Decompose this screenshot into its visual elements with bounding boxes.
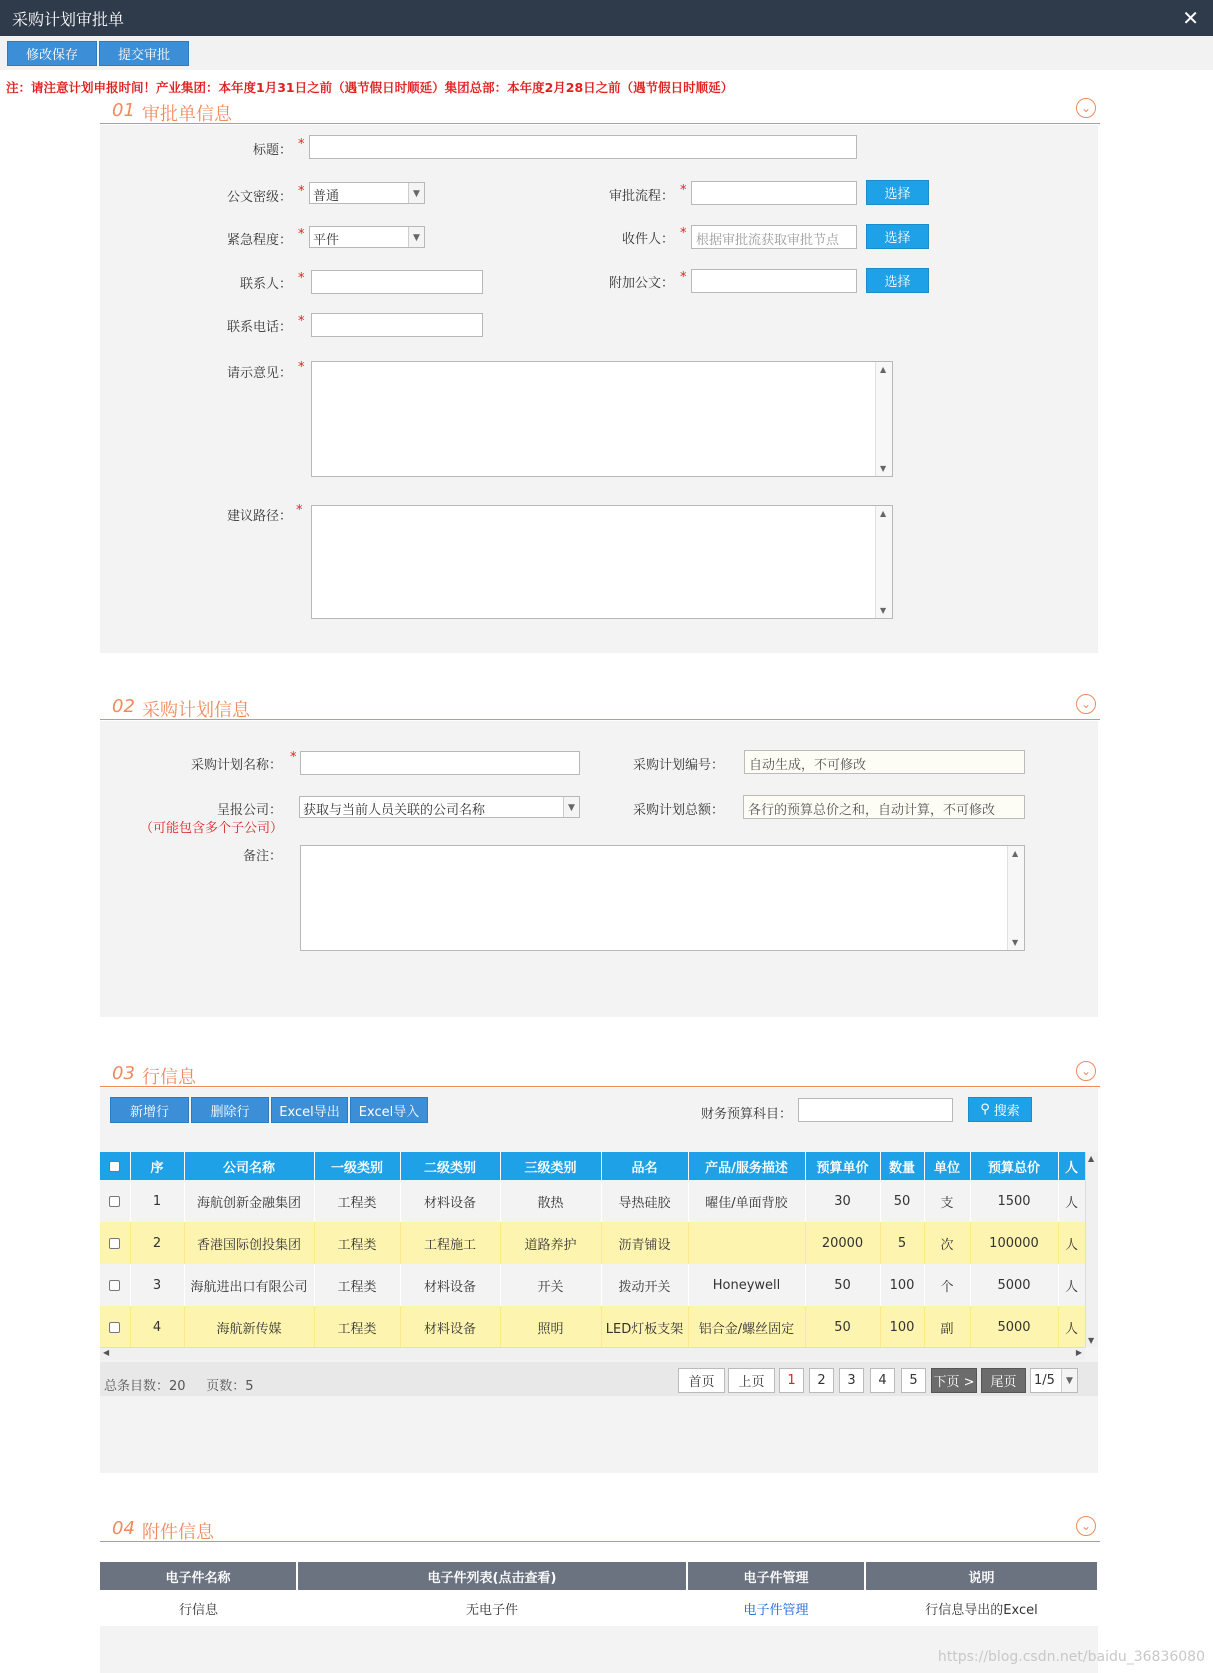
line-items-table xyxy=(100,1152,1086,1348)
table-header-row xyxy=(100,1562,1098,1590)
page-1-button[interactable]: 1 xyxy=(779,1368,804,1393)
table-cell: 50 xyxy=(805,1264,880,1306)
phone-label: 联系电话： xyxy=(226,320,292,335)
recipient-label: 收件人： xyxy=(621,232,674,247)
table-cell: 道路养护 xyxy=(500,1222,601,1264)
page-select-value: 1/5 xyxy=(1034,1373,1055,1388)
table-cell: 行信息 xyxy=(100,1590,297,1626)
table-cell: 4 xyxy=(130,1306,184,1348)
page-4-button[interactable]: 4 xyxy=(870,1368,895,1393)
col-header: 数量 xyxy=(880,1152,924,1180)
chevron-down-icon: ▼ xyxy=(563,797,579,818)
pager-totals xyxy=(104,1375,254,1394)
section-title: 采购计划信息 xyxy=(142,700,250,721)
attach-doc-select-button[interactable]: 选择 xyxy=(866,268,929,293)
table-cell: 3 xyxy=(130,1264,184,1306)
path-label: 建议路径： xyxy=(226,509,292,524)
arrow-up-icon: ▲ xyxy=(1012,849,1019,858)
company-select[interactable] xyxy=(299,796,580,818)
attach-doc-input[interactable] xyxy=(691,269,857,293)
section-number: 02 xyxy=(112,696,135,717)
arrow-down-icon: ▼ xyxy=(880,464,887,473)
required-mark: * xyxy=(298,271,305,286)
col-header: 电子件列表(点击查看) xyxy=(297,1562,687,1590)
chevron-down-icon[interactable]: ⌄ xyxy=(1076,1061,1096,1081)
company-label: 呈报公司： xyxy=(216,803,282,818)
company-note: （可能包含多个子公司） xyxy=(140,821,284,836)
page-select[interactable] xyxy=(1030,1368,1078,1393)
section-title: 审批单信息 xyxy=(142,104,232,125)
page-2-button[interactable]: 2 xyxy=(809,1368,834,1393)
window-titlebar xyxy=(0,0,1213,36)
urgency-value: 平件 xyxy=(313,233,340,248)
manage-attachments-link[interactable]: 电子件管理 xyxy=(687,1590,865,1626)
table-cell: Honeywell xyxy=(688,1264,805,1306)
table-cell: 1 xyxy=(130,1180,184,1222)
col-header: 一级类别 xyxy=(314,1152,400,1180)
arrow-up-icon: ▲ xyxy=(1088,1154,1095,1163)
arrow-up-icon: ▲ xyxy=(880,365,887,374)
scrollbar[interactable] xyxy=(875,362,892,476)
flow-input[interactable] xyxy=(691,181,857,205)
table-cell: 人 xyxy=(1058,1306,1085,1348)
table-cell: 海航创新金融集团 xyxy=(184,1180,314,1222)
arrow-down-icon: ▼ xyxy=(1012,938,1019,947)
recipient-select-button[interactable]: 选择 xyxy=(866,224,929,249)
table-cell: 2 xyxy=(130,1222,184,1264)
table-cell: 铝合金/螺丝固定 xyxy=(688,1306,805,1348)
scrollbar[interactable] xyxy=(1007,846,1024,950)
contact-input[interactable] xyxy=(311,270,483,294)
last-page-button[interactable]: 尾页 xyxy=(981,1368,1026,1393)
flow-select-button[interactable]: 选择 xyxy=(866,180,929,205)
plan-name-label: 采购计划名称： xyxy=(190,758,282,773)
title-input[interactable] xyxy=(309,135,857,159)
secrecy-value: 普通 xyxy=(313,189,340,204)
plan-total-field: 各行的预算总价之和，自动计算，不可修改 xyxy=(743,795,1025,819)
required-mark: * xyxy=(680,226,687,241)
table-cell: 100000 xyxy=(970,1222,1058,1264)
chevron-down-icon: ▼ xyxy=(408,183,424,204)
window-title: 采购计划审批单 xyxy=(12,9,125,29)
section-number: 03 xyxy=(112,1063,135,1084)
col-header: 电子件管理 xyxy=(687,1562,865,1590)
table-cell: 材料设备 xyxy=(400,1306,500,1348)
title-label: 标题： xyxy=(252,143,292,158)
next-page-button[interactable]: 下页 > xyxy=(931,1368,977,1393)
table-vertical-scrollbar[interactable] xyxy=(1085,1152,1098,1347)
col-header: 说明 xyxy=(865,1562,1098,1590)
row-checkbox[interactable] xyxy=(100,1222,130,1264)
col-header: 预算单价 xyxy=(805,1152,880,1180)
page-5-button[interactable]: 5 xyxy=(901,1368,926,1393)
required-mark: * xyxy=(680,183,687,198)
required-mark: * xyxy=(298,137,305,152)
table-row[interactable] xyxy=(100,1306,1085,1348)
table-cell: 工程类 xyxy=(314,1306,400,1348)
table-cell: 人 xyxy=(1058,1222,1085,1264)
section-header-approval xyxy=(100,98,1100,124)
table-cell: 香港国际创投集团 xyxy=(184,1222,314,1264)
table-cell: 行信息导出的Excel xyxy=(865,1590,1098,1626)
attachments-table xyxy=(100,1562,1099,1626)
col-header: 三级类别 xyxy=(500,1152,601,1180)
table-cell: LED灯板支架 xyxy=(601,1306,688,1348)
table-cell: 5000 xyxy=(970,1264,1058,1306)
scrollbar[interactable] xyxy=(875,506,892,618)
col-header: 序 xyxy=(130,1152,184,1180)
table-row[interactable] xyxy=(100,1264,1085,1306)
select-all-checkbox[interactable] xyxy=(100,1152,130,1180)
search-button[interactable] xyxy=(968,1097,1032,1122)
table-cell: 工程类 xyxy=(314,1180,400,1222)
secrecy-label: 公文密级： xyxy=(226,190,292,205)
row-checkbox[interactable] xyxy=(100,1306,130,1348)
required-mark: * xyxy=(298,184,305,199)
budget-label: 财务预算科目： xyxy=(700,1107,792,1122)
col-header: 品名 xyxy=(601,1152,688,1180)
table-cell: 拨动开关 xyxy=(601,1264,688,1306)
table-cell: 人 xyxy=(1058,1264,1085,1306)
excel-export-button[interactable]: Excel导出 xyxy=(271,1097,348,1123)
col-header: 人 xyxy=(1058,1152,1085,1180)
table-cell: 1500 xyxy=(970,1180,1058,1222)
table-cell: 工程施工 xyxy=(400,1222,500,1264)
col-header: 单位 xyxy=(924,1152,970,1180)
plan-name-input[interactable] xyxy=(300,751,580,775)
table-cell: 100 xyxy=(880,1264,924,1306)
section-title: 附件信息 xyxy=(142,1522,214,1543)
close-icon[interactable]: ✕ xyxy=(1182,6,1199,30)
row-checkbox[interactable] xyxy=(100,1264,130,1306)
prev-page-button[interactable]: 上页 xyxy=(728,1368,775,1393)
plan-no-field: 自动生成，不可修改 xyxy=(744,750,1025,774)
table-cell: 导热硅胶 xyxy=(601,1180,688,1222)
arrow-down-icon: ▼ xyxy=(880,606,887,615)
submit-approval-button[interactable]: 提交审批 xyxy=(99,41,189,66)
col-header: 公司名称 xyxy=(184,1152,314,1180)
budget-input[interactable] xyxy=(798,1098,953,1122)
table-cell: 支 xyxy=(924,1180,970,1222)
plan-no-label: 采购计划编号： xyxy=(632,758,724,773)
table-cell: 副 xyxy=(924,1306,970,1348)
required-mark: * xyxy=(298,227,305,242)
flow-label: 审批流程： xyxy=(608,189,674,204)
opinion-label: 请示意见： xyxy=(226,366,292,381)
required-mark: * xyxy=(296,503,303,518)
section-number: 04 xyxy=(112,1518,135,1539)
table-cell xyxy=(688,1222,805,1264)
section-header-attachments xyxy=(100,1516,1100,1542)
toolbar xyxy=(0,36,1213,70)
arrow-left-icon: ◀ xyxy=(103,1348,110,1357)
table-cell: 无电子件 xyxy=(297,1590,687,1626)
delete-row-button[interactable]: 删除行 xyxy=(191,1097,269,1123)
table-header-row xyxy=(100,1152,1085,1180)
first-page-button[interactable]: 首页 xyxy=(678,1368,725,1393)
table-cell: 100 xyxy=(880,1306,924,1348)
page-3-button[interactable]: 3 xyxy=(839,1368,864,1393)
add-row-button[interactable]: 新增行 xyxy=(110,1097,189,1123)
remark-textarea[interactable] xyxy=(300,845,1025,951)
total-count: 总条目数：20 xyxy=(104,1379,186,1394)
chevron-down-icon[interactable]: ⌄ xyxy=(1076,98,1096,118)
table-cell: 个 xyxy=(924,1264,970,1306)
table-horizontal-scrollbar[interactable] xyxy=(100,1347,1085,1360)
table-cell: 工程类 xyxy=(314,1264,400,1306)
chevron-down-icon: ▼ xyxy=(408,227,424,248)
watermark: https://blog.csdn.net/baidu_36836080 xyxy=(937,1649,1205,1665)
attach-doc-label: 附加公文： xyxy=(608,276,674,291)
col-header: 二级类别 xyxy=(400,1152,500,1180)
table-cell: 50 xyxy=(880,1180,924,1222)
table-row[interactable] xyxy=(100,1222,1085,1264)
table-cell: 散热 xyxy=(500,1180,601,1222)
col-header: 电子件名称 xyxy=(100,1562,297,1590)
required-mark: * xyxy=(298,314,305,329)
table-cell: 30 xyxy=(805,1180,880,1222)
search-label: 搜索 xyxy=(993,1104,1020,1119)
table-cell: 曜佳/单面背胶 xyxy=(688,1180,805,1222)
chevron-down-icon: ▼ xyxy=(1061,1369,1077,1392)
required-mark: * xyxy=(680,270,687,285)
chevron-down-icon[interactable]: ⌄ xyxy=(1076,1516,1096,1536)
contact-label: 联系人： xyxy=(239,277,292,292)
table-cell: 海航新传媒 xyxy=(184,1306,314,1348)
row-checkbox[interactable] xyxy=(100,1180,130,1222)
table-cell: 材料设备 xyxy=(400,1264,500,1306)
table-cell: 20000 xyxy=(805,1222,880,1264)
table-cell: 工程类 xyxy=(314,1222,400,1264)
recipient-input[interactable]: 根据审批流获取审批节点 xyxy=(691,225,857,249)
table-cell: 人 xyxy=(1058,1180,1085,1222)
table-cell: 沥青铺设 xyxy=(601,1222,688,1264)
urgency-select[interactable] xyxy=(309,226,425,248)
excel-import-button[interactable]: Excel导入 xyxy=(350,1097,428,1123)
notice-text: 注：请注意计划申报时间！产业集团：本年度1月31日之前（遇节假日时顺延）集团总部：本年度2月28日之前（遇节假日时顺延） xyxy=(6,80,734,95)
table-cell: 次 xyxy=(924,1222,970,1264)
save-button[interactable]: 修改保存 xyxy=(7,41,97,66)
arrow-down-icon: ▼ xyxy=(1088,1336,1095,1345)
urgency-label: 紧急程度： xyxy=(226,233,292,248)
table-cell: 5000 xyxy=(970,1306,1058,1348)
required-mark: * xyxy=(290,750,297,765)
table-cell: 海航进出口有限公司 xyxy=(184,1264,314,1306)
secrecy-select[interactable] xyxy=(309,182,425,204)
path-textarea[interactable] xyxy=(311,505,893,619)
table-row[interactable] xyxy=(100,1180,1085,1222)
opinion-textarea[interactable] xyxy=(311,361,893,477)
arrow-right-icon: ▶ xyxy=(1075,1348,1082,1357)
page-count: 页数：5 xyxy=(206,1379,254,1394)
section-header-plan xyxy=(100,694,1100,720)
chevron-down-icon[interactable]: ⌄ xyxy=(1076,694,1096,714)
section-title: 行信息 xyxy=(142,1067,196,1088)
section-number: 01 xyxy=(112,100,135,121)
table-cell: 照明 xyxy=(500,1306,601,1348)
table-cell: 材料设备 xyxy=(400,1180,500,1222)
company-value: 获取与当前人员关联的公司名称 xyxy=(303,803,486,818)
search-icon: ⚲ xyxy=(980,1102,990,1117)
remark-label: 备注： xyxy=(242,849,282,864)
col-header: 预算总价 xyxy=(970,1152,1058,1180)
table-cell: 5 xyxy=(880,1222,924,1264)
arrow-up-icon: ▲ xyxy=(880,509,887,518)
section-header-lines xyxy=(100,1061,1100,1087)
table-row xyxy=(100,1590,1098,1626)
table-cell: 50 xyxy=(805,1306,880,1348)
phone-input[interactable] xyxy=(311,313,483,337)
plan-total-label: 采购计划总额： xyxy=(632,803,724,818)
col-header: 产品/服务描述 xyxy=(688,1152,805,1180)
table-cell: 开关 xyxy=(500,1264,601,1306)
required-mark: * xyxy=(298,360,305,375)
